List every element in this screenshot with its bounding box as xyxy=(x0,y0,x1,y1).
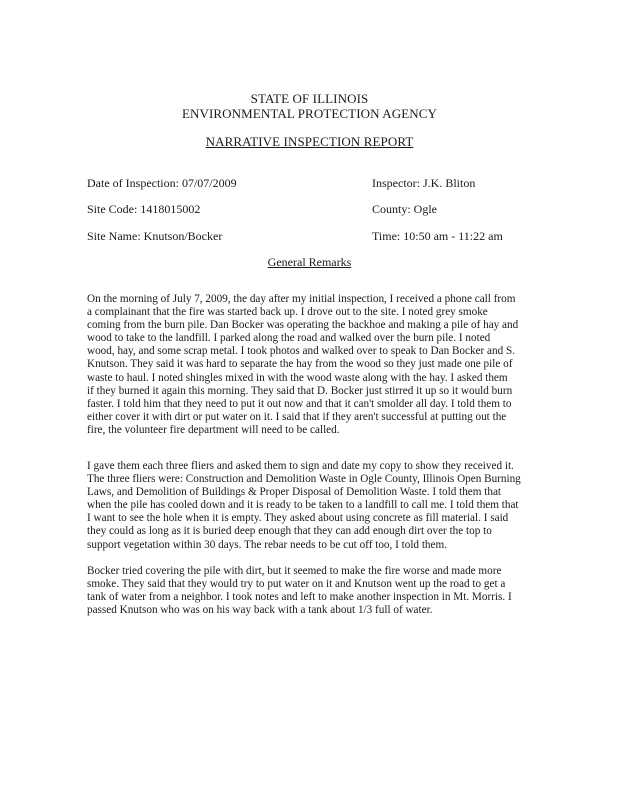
text-line: fire, the volunteer fire department will need to be called. xyxy=(87,423,340,436)
section-heading: General Remarks xyxy=(267,255,352,269)
date-of-inspection: Date of Inspection: 07/07/2009 xyxy=(87,176,237,190)
text-line: when the pile has cooled down and it is ready to be taken to a landfill to call me. I told them that xyxy=(87,499,519,512)
text-line: wood to take to the landfill. I parked along the road and walked over the burn pile. I noted xyxy=(87,332,491,345)
paragraph-3 xyxy=(87,565,555,617)
text-line: wood, hay, and some scrap metal. I took photos and walked over to speak to Dan Bocker and S. xyxy=(87,345,516,358)
paragraph-1 xyxy=(87,293,555,437)
inspection-time: Time: 10:50 am - 11:22 am xyxy=(372,229,503,243)
text-line: Bocker tried covering the pile with dirt, but it seemed to make the fire worse and made more xyxy=(87,565,502,577)
site-code: Site Code: 1418015002 xyxy=(87,202,201,216)
text-line: faster. I told him that they need to put it out now and that it can't smolder all day. I told them to xyxy=(87,397,512,410)
text-line: tank of water from a neighbor. I took notes and left to make another inspection in Mt. Morris. I xyxy=(87,591,512,604)
state-heading: STATE OF ILLINOIS xyxy=(250,91,369,106)
text-line: smoke. They said that they would try to put water on it and Knutson went up the road to get a xyxy=(87,578,506,591)
text-line: Knutson. They said it was hard to separate the hay from the wood so they just made one pile of xyxy=(87,358,513,371)
text-line: I gave them each three fliers and asked them to sign and date my copy to show they received it. xyxy=(87,460,514,472)
agency-heading: ENVIRONMENTAL PROTECTION AGENCY xyxy=(181,106,438,121)
text-line: On the morning of July 7, 2009, the day after my initial inspection, I received a phone call from xyxy=(87,293,516,305)
text-line: either cover it with dirt or put water on it. I said that if they aren't successful at putting out the xyxy=(87,410,507,423)
report-title: NARRATIVE INSPECTION REPORT xyxy=(205,134,414,149)
text-line: they could as long as it is buried deep enough that they can add enough dirt over the top to xyxy=(87,525,492,538)
site-name: Site Name: Knutson/Bocker xyxy=(87,229,223,243)
text-line: if they burned it again this morning. They said that D. Bocker just stirred it up so it would burn xyxy=(87,384,513,397)
text-line: a complainant that the fire was started back up. I drove out to the site. I noted grey smoke xyxy=(87,306,488,319)
text-line: I want to see the hole when it is empty. They asked about using concrete as fill material. I said xyxy=(87,512,509,525)
text-line: Laws, and Demolition of Buildings & Proper Disposal of Demolition Waste. I told them that xyxy=(87,486,502,499)
inspector: Inspector: J.K. Bliton xyxy=(372,176,476,190)
text-line: The three fliers were: Construction and Demolition Waste in Ogle County, Illinois Open Burning xyxy=(87,473,521,486)
county: County: Ogle xyxy=(372,202,437,216)
paragraph-2 xyxy=(87,460,555,552)
text-line: waste to haul. I noted shingles mixed in with the wood waste along with the hay. I asked them xyxy=(87,371,508,384)
text-line: passed Knutson who was on his way back with a tank about 1/3 full of water. xyxy=(87,604,433,617)
text-line: support vegetation within 30 days. The rebar needs to be cut off too, I told them. xyxy=(87,538,447,551)
text-line: coming from the burn pile. Dan Bocker was operating the backhoe and making a pile of hay and xyxy=(87,319,519,332)
